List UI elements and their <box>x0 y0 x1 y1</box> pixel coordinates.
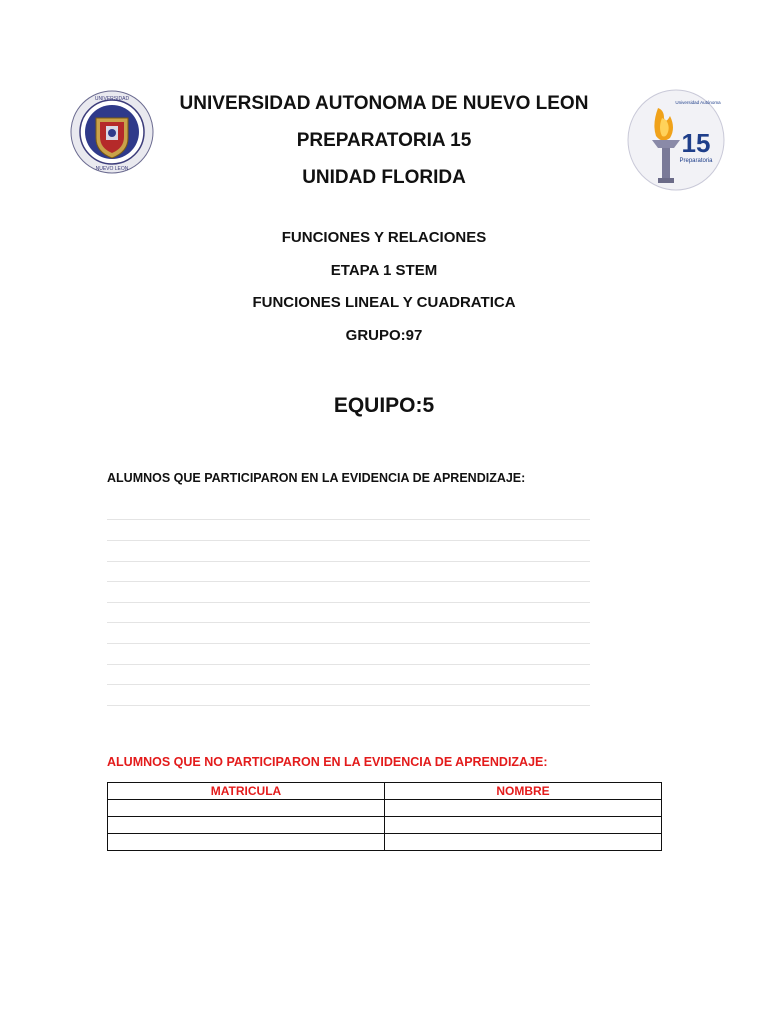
table-cell[interactable] <box>385 817 662 834</box>
table-header-row <box>108 783 662 800</box>
participant-line <box>107 519 590 520</box>
svg-text:UNIVERSIDAD: UNIVERSIDAD <box>94 96 130 102</box>
participant-line <box>107 705 590 706</box>
column-header-nombre: NOMBRE <box>385 783 662 800</box>
participant-line <box>107 643 590 644</box>
subject-title: FUNCIONES Y RELACIONES <box>281 229 487 246</box>
group-title: GRUPO:97 <box>345 327 423 344</box>
svg-text:NUEVO LEON: NUEVO LEON <box>95 166 129 172</box>
svg-text:Preparatoria: Preparatoria <box>679 158 713 164</box>
table-cell[interactable] <box>385 834 662 851</box>
column-header-matricula: MATRICULA <box>108 783 385 800</box>
participant-line <box>107 540 590 541</box>
non-participants-table <box>107 782 662 851</box>
topic-title: FUNCIONES LINEAL Y CUADRATICA <box>252 294 516 311</box>
participants-heading: ALUMNOS QUE PARTICIPARON EN LA EVIDENCIA DE APRENDIZAJE: <box>107 471 526 485</box>
participant-line <box>107 581 590 582</box>
participant-line <box>107 602 590 603</box>
university-title: UNIVERSIDAD AUTONOMA DE NUEVO LEON <box>179 93 589 114</box>
participant-line <box>107 561 590 562</box>
stage-title: ETAPA 1 STEM <box>330 262 438 279</box>
table-row <box>108 817 662 834</box>
svg-text:Universidad Autónoma: Universidad Autónoma <box>675 100 721 105</box>
participant-line <box>107 664 590 665</box>
svg-text:15: 15 <box>681 128 711 158</box>
unit-title: UNIDAD FLORIDA <box>302 167 466 188</box>
participant-line <box>107 622 590 623</box>
participant-line <box>107 684 590 685</box>
non-participants-heading: ALUMNOS QUE NO PARTICIPARON EN LA EVIDENCIA DE APRENDIZAJE: <box>107 755 548 769</box>
table-cell[interactable] <box>108 800 385 817</box>
table-cell[interactable] <box>108 834 385 851</box>
table-row <box>108 834 662 851</box>
table-row <box>108 800 662 817</box>
school-title: PREPARATORIA 15 <box>296 130 472 151</box>
table-cell[interactable] <box>385 800 662 817</box>
table-cell[interactable] <box>108 817 385 834</box>
team-title: EQUIPO:5 <box>333 394 435 417</box>
